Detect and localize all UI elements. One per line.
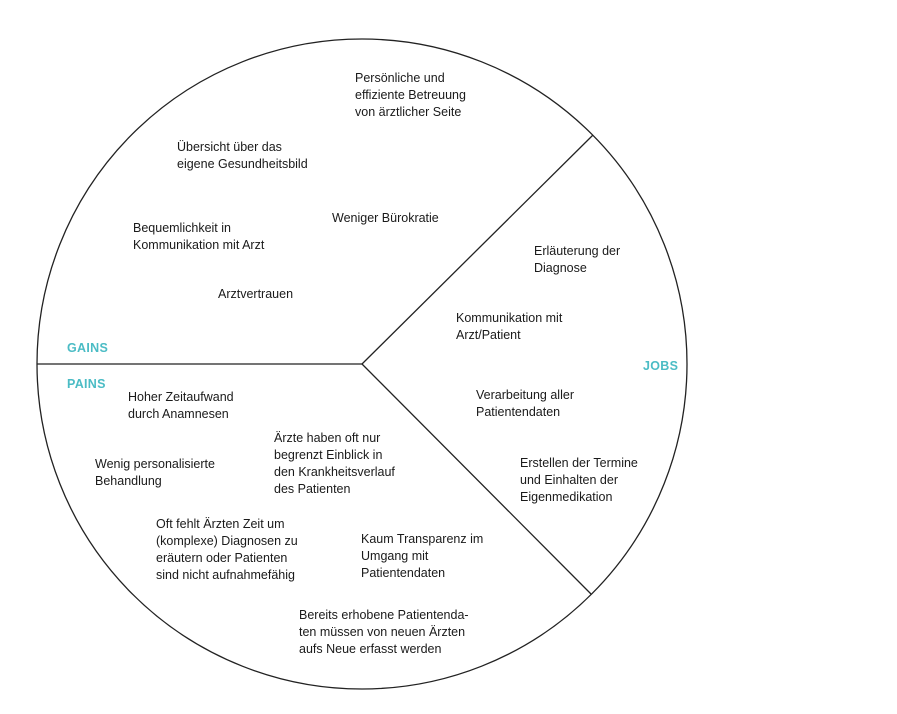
pains-note (299, 608, 469, 656)
jobs-note (520, 456, 638, 504)
jobs-note-line: Patientendaten (476, 405, 561, 419)
pains-note-line: durch Anamnesen (128, 407, 229, 421)
gains-note (332, 211, 439, 225)
pains-note-line: Oft fehlt Ärzten Zeit um (156, 517, 285, 531)
pains-note-line: Behandlung (95, 474, 162, 488)
jobs-note (534, 244, 620, 275)
pains-note-line: sind nicht aufnahmefähig (156, 568, 295, 582)
jobs-note-line: Verarbeitung aller (476, 388, 574, 402)
jobs-note-line: und Einhalten der (520, 473, 618, 487)
gains-note-line: Übersicht über das (177, 140, 282, 154)
pains-note (128, 390, 234, 421)
pains-note-line: Bereits erhobene Patientenda- (299, 608, 469, 622)
pains-label: PAINS (67, 377, 106, 391)
jobs-note (476, 388, 574, 419)
gains-note-line: effiziente Betreuung (355, 88, 466, 102)
gains-note (218, 287, 293, 301)
gains-note-line: von ärztlicher Seite (355, 105, 462, 119)
jobs-note (456, 311, 563, 342)
pains-note-line: Umgang mit (361, 549, 429, 563)
jobs-label: JOBS (643, 359, 679, 373)
pains-note (95, 457, 215, 488)
pains-note-line: (komplexe) Diagnosen zu (156, 534, 298, 548)
pains-note (361, 532, 483, 580)
pains-note-line: begrenzt Einblick in (274, 448, 383, 462)
pains-note-line: Patientendaten (361, 566, 446, 580)
pains-note-line: aufs Neue erfasst werden (299, 642, 442, 656)
gains-note (355, 71, 466, 119)
gains-note (177, 140, 308, 171)
pains-note-line: ten müssen von neuen Ärzten (299, 625, 466, 639)
jobs-note-line: Eigenmedikation (520, 490, 613, 504)
pains-note (156, 517, 298, 582)
gains-note-line: Kommunikation mit Arzt (133, 238, 265, 252)
pains-note-line: den Krankheitsverlauf (274, 465, 395, 479)
gains-note-line: Bequemlichkeit in (133, 221, 231, 235)
gains-note-line: eigene Gesundheitsbild (177, 157, 308, 171)
pains-note-line: Hoher Zeitaufwand (128, 390, 234, 404)
jobs-note-line: Kommunikation mit (456, 311, 563, 325)
jobs-note-line: Arzt/Patient (456, 328, 521, 342)
gains-note (133, 221, 265, 252)
gains-note-line: Persönliche und (355, 71, 445, 85)
jobs-note-line: Diagnose (534, 261, 587, 275)
diagram-shapes (37, 39, 687, 689)
pains-note-line: eräutern oder Patienten (156, 551, 288, 565)
pains-note-line: des Patienten (274, 482, 351, 496)
gains-note-line: Arztvertrauen (218, 287, 294, 301)
pains-note-line: Ärzte haben oft nur (274, 431, 381, 445)
jobs-note-line: Erläuterung der (534, 244, 621, 258)
pains-note-line: Wenig personalisierte (95, 457, 215, 471)
jobs-note-line: Erstellen der Termine (520, 456, 638, 470)
pains-note-line: Kaum Transparenz im (361, 532, 484, 546)
gains-label: GAINS (67, 341, 109, 355)
pains-note (274, 431, 395, 496)
gains-note-line: Weniger Bürokratie (332, 211, 439, 225)
